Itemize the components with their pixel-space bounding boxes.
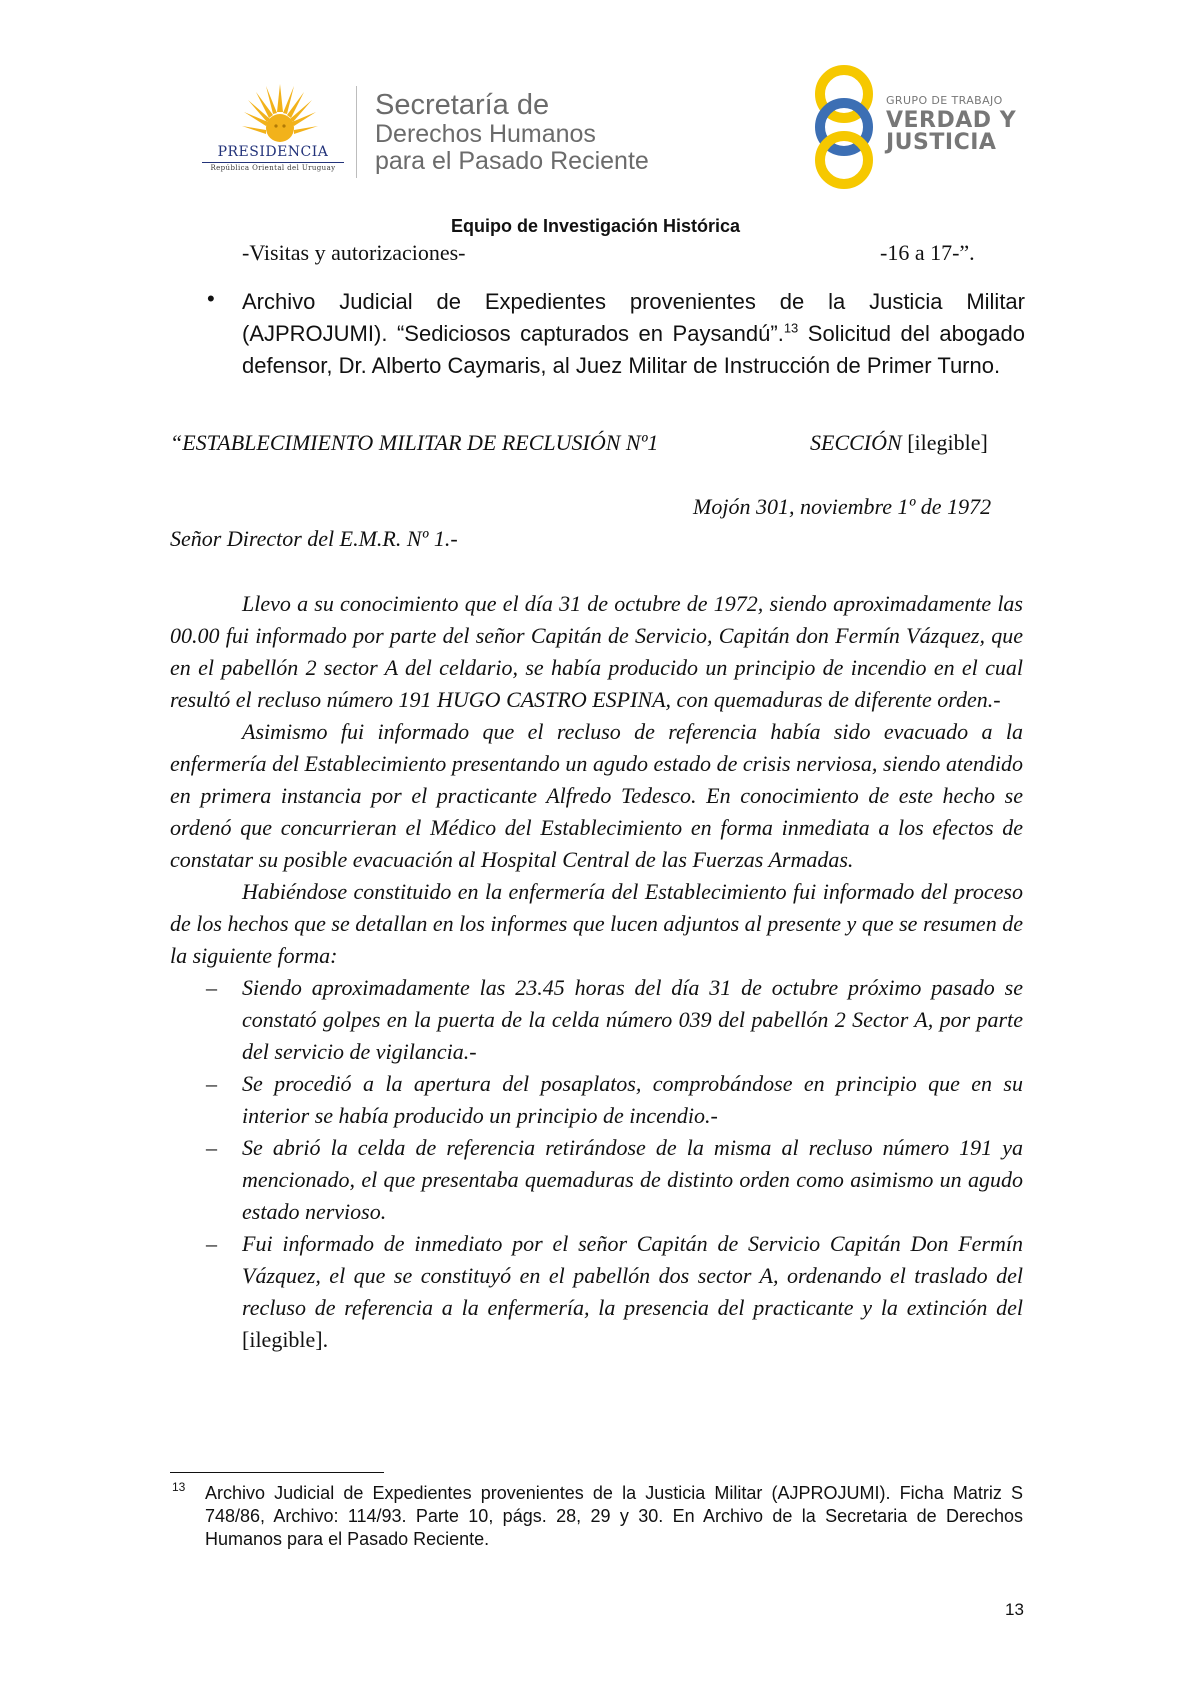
presidencia-subtitle: República Oriental del Uruguay (210, 164, 336, 172)
footnote-text: Archivo Judicial de Expedientes provenientes de la Justicia Militar (AJPROJUMI). Ficha Matriz S 748/86, Archivo: 114/93. Parte 10, págs. 28, 29 y 30. En Archivo de la Secretaria de Derechos Humanos para el Pasado Reciente. (205, 1483, 1023, 1549)
archive-bullet-text-2: Solicitud del abogado defensor, Dr. Alberto Caymaris, al Juez Militar de Instrucción de Primer Turno. (242, 321, 1026, 378)
dash-marker: – (206, 1135, 217, 1160)
secretaria-line-2: Derechos Humanos (375, 120, 596, 149)
secretaria-line-1: Secretaría de (375, 89, 550, 121)
team-heading: Equipo de Investigación Histórica (450, 216, 741, 236)
list-item (170, 1228, 1023, 1356)
footnote-rule (170, 1472, 384, 1473)
footnote-number: 13 (172, 1480, 186, 1494)
dash-marker: – (206, 975, 217, 1000)
gtvj-wordmark (886, 94, 1016, 154)
section-heading (810, 430, 988, 456)
page-number: 13 (1005, 1600, 1024, 1619)
establishment-heading: “ESTABLECIMIENTO MILITAR DE RECLUSIÓN Nº1 (170, 430, 659, 455)
facts-list (170, 972, 1023, 1356)
archive-bullet (242, 286, 1025, 382)
list-item (170, 972, 1023, 1068)
list-item-text: Se procedió a la apertura del posaplatos, comprobándose en principio que en su interior se había producido un principio de incendio.- (242, 1071, 1023, 1128)
paragraph: Asimismo fui informado que el recluso de referencia había sido evacuado a la enfermería del Establecimiento presentando un agudo estado de crisis nerviosa, siendo atendido en primera instancia por el practicante Alfredo Tedesco. En conocimiento de este hecho se ordenó que concurrieran el Médico del Establecimiento en forma inmediata a los efectos de constatar su posible evacuación al Hospital Central de las Fuerzas Armadas. (170, 719, 1023, 872)
archive-bullet-text: Archivo Judicial de Expedientes provenientes de la Justicia Militar (AJPROJUMI). “Sediciosos capturados en Paysandú”. (242, 289, 1025, 346)
gtvj-logo (808, 64, 1048, 190)
presidencia-wordmark: PRESIDENCIA (217, 144, 329, 160)
secretaria-wordmark (375, 90, 649, 175)
presidencia-logo (198, 82, 348, 182)
interlocked-rings-icon (808, 64, 888, 190)
list-item-text: Fui informado de inmediato por el señor Capitán de Servicio Capitán Don Fermín Vázquez, el que se constituyó en el pabellón dos sector A, ordenando el traslado del recluso de referencia a la enfermería, la presencia del practicante y la extinción del (242, 1231, 1023, 1320)
gtvj-line-3: JUSTICIA (886, 130, 997, 155)
letter-date: Mojón 301, noviembre 1º de 1972 (693, 494, 992, 519)
dash-marker: – (206, 1231, 217, 1256)
section-label: SECCIÓN (810, 430, 902, 455)
section-value: [ilegible] (901, 430, 988, 455)
gtvj-line-1: GRUPO DE TRABAJO (886, 94, 1003, 107)
page-header (0, 0, 1191, 215)
list-item-text: Siendo aproximadamente las 23.45 horas del día 31 de octubre próximo pasado se constató golpes en la puerta de la celda número 039 del pabellón 2 Sector A, por parte del servicio de vigilancia.- (242, 975, 1023, 1064)
list-item (170, 1068, 1023, 1132)
paragraph: Habiéndose constituido en la enfermería del Establecimiento fui informado del proceso de los hechos que se detallan en los informes que lucen adjuntos al presente y que se resumen de la siguiente forma: (170, 879, 1023, 968)
letter-body (170, 588, 1023, 1356)
footnote-ref[interactable]: 13 (783, 320, 799, 336)
letter-addressee: Señor Director del E.M.R. Nº 1.- (170, 526, 458, 551)
list-item (170, 1132, 1023, 1228)
presidencia-rule (202, 162, 344, 163)
header-divider (356, 86, 357, 178)
secretaria-line-3: para el Pasado Reciente (375, 147, 649, 176)
illegible-note: [ilegible]. (242, 1327, 329, 1352)
bullet-marker: • (207, 286, 215, 311)
gtvj-line-2: VERDAD Y (886, 108, 1017, 133)
paragraph: Llevo a su conocimiento que el día 31 de octubre de 1972, siendo aproximadamente las 00.00 fui informado por parte del señor Capitán de Servicio, Capitán don Fermín Vázquez, que en el pabellón 2 sector A del celdario, se había producido un principio de incendio en el cual resultó el recluso número 191 HUGO CASTRO ESPINA, con quemaduras de diferente orden.- (170, 591, 1023, 712)
list-item-text: Se abrió la celda de referencia retirándose de la misma al recluso número 191 ya mencionado, el que presentaba quemaduras de distinto orden como asimismo un agudo estado nervioso. (242, 1135, 1023, 1224)
dash-marker: – (206, 1071, 217, 1096)
visits-label: -Visitas y autorizaciones- (242, 240, 466, 265)
visits-pages: -16 a 17-”. (880, 240, 975, 265)
